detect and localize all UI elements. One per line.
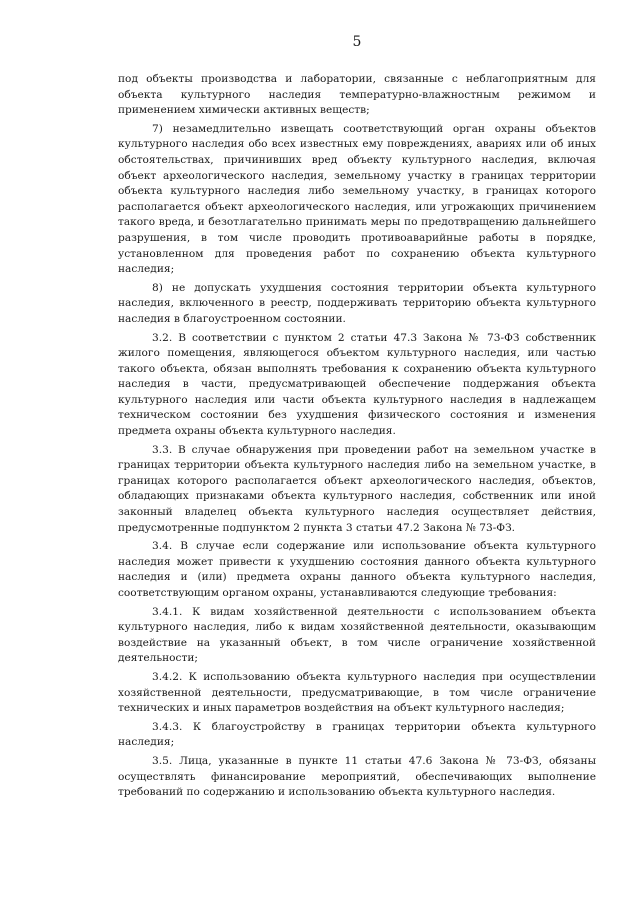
paragraph-continuation: под объекты производства и лаборатории, связанные с неблагоприятным для объекта культурного наследия температурно-влажностным режимом и применением химически активных веществ;: [118, 73, 596, 117]
document-body: [118, 72, 596, 801]
paragraph-3-2: 3.2. В соответствии с пунктом 2 статьи 47.3 Закона № 73-ФЗ собственник жилого помещения, являющегося объектом культурного наследия, или частью такого объекта, обязан выполнять требования к сохранению объекта культурного наследия в части, предусматривающей обеспечение поддержания объекта культурного наследия или части объекта культурного наследия в надлежащем техническом состоянии без ухудшения физического состояния и изменения предмета охраны объекта культурного наследия.: [118, 331, 596, 438]
paragraph-item-8: 8) не допускать ухудшения состояния территории объекта культурного наследия, включенного в реестр, поддерживать территорию объекта культурного наследия в благоустроенном состоянии.: [118, 281, 596, 325]
paragraph-3-4-1: 3.4.1. К видам хозяйственной деятельности с использованием объекта культурного наследия, либо к видам хозяйственной деятельности, оказывающим воздействие на указанный объект, в том числе ограничение хозяйственной деятельности;: [118, 605, 596, 665]
paragraph-3-5: 3.5. Лица, указанные в пункте 11 статьи 47.6 Закона № 73-ФЗ, обязаны осуществлять финансирование мероприятий, обеспечивающих выполнение требований по содержанию и использованию объекта культурного наследия.: [118, 754, 596, 799]
document-page: [118, 0, 596, 905]
paragraph-item-7: 7) незамедлительно извещать соответствующий орган охраны объектов культурного наследия обо всех известных ему повреждениях, авариях или об иных обстоятельствах, причинивших вред объекту культурного наследия, включая объект археологического наследия, земельному участку в границах территории объекта культурного наследия либо земельному участку, в границах которого располагается объект археологического наследия, или угрожающих причинением такого вреда, и безотлагательно принимать меры по предотвращению дальнейшего разрушения, в том числе проводить противоаварийные работы в порядке, установленном для проведения работ по сохранению объекта культурного наследия;: [118, 122, 596, 276]
paragraph-3-4-2: 3.4.2. К использованию объекта культурного наследия при осуществлении хозяйственной деятельности, предусматривающие, в том числе ограничение технических и иных параметров воздействия на объект культурного наследия;: [118, 670, 596, 715]
paragraph-3-3: 3.3. В случае обнаружения при проведении работ на земельном участке в границах территории объекта культурного наследия либо на земельном участке, в границах которого располагается объект археологического наследия, объектов, обладающих признаками объекта культурного наследия, собственник или иной законный владелец объекта культурного наследия осуществляет действия, предусмотренные подпунктом 2 пункта 3 статьи 47.2 Закона № 73-ФЗ.: [118, 443, 596, 534]
page-number: 5: [352, 34, 362, 50]
paragraph-3-4: 3.4. В случае если содержание или использование объекта культурного наследия может привести к ухудшению состояния данного объекта культурного наследия и (или) предмета охраны данного объекта культурного наследия, соответствующим органом охраны, устанавливаются следующие требования:: [118, 540, 596, 599]
paragraph-3-4-3: 3.4.3. К благоустройству в границах территории объекта культурного наследия;: [118, 720, 596, 749]
